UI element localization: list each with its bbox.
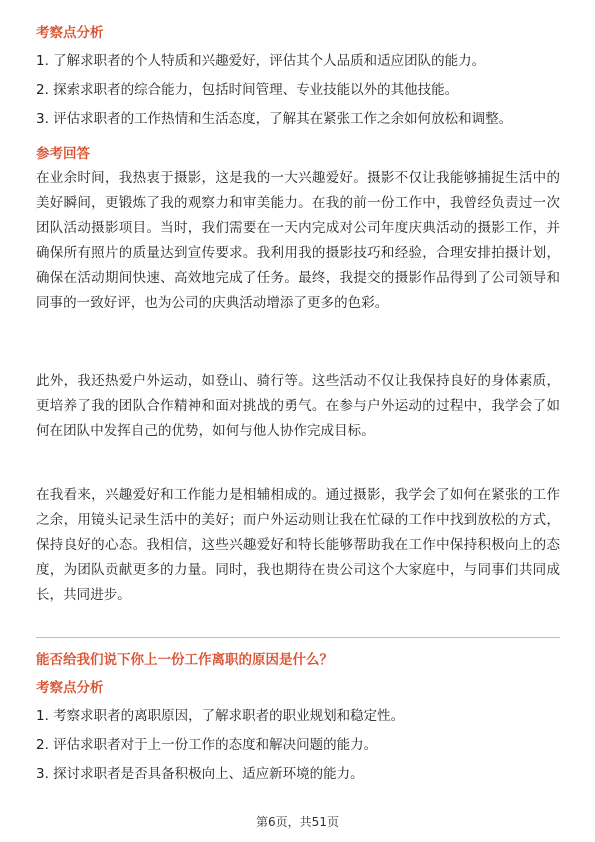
analysis-item-2: 2. 探索求职者的综合能力，包括时间管理、专业技能以外的其他技能。 [36, 82, 459, 98]
section-divider [36, 637, 560, 638]
answer-paragraph-1: 在业余时间，我热衷于摄影，这是我的一大兴趣爱好。摄影不仅让我能够捕捉生活中的美好瞬间，更锻炼了我的观察力和审美能力。在我的前一份工作中，我曾经负责过一次团队活动摄影项目。当时，我们需要在一天内完成对公司年度庆典活动的摄影工作，并确保所有照片的质量达到宣传要求。我利用我的摄影技巧和经验，合理安排拍摄计划，确保在活动期间快速、高效地完成了任务。最终，我提交的摄影作品得到了公司领导和同事的一致好评，也为公司的庆典活动增添了更多的色彩。 [36, 170, 560, 311]
analysis-heading-2: 考察点分析 [36, 680, 104, 696]
answer-paragraph-3: 在我看来，兴趣爱好和工作能力是相辅相成的。通过摄影，我学会了如何在紧张的工作之余，用镜头记录生活中的美好；而户外运动则让我在忙碌的工作中找到放松的方式，保持良好的心态。我相信，这些兴趣爱好和特长能够帮助我在工作中保持积极向上的态度，为团队贡献更多的力量。同时，我也期待在贵公司这个大家庭中，与同事们共同成长，共同进步。 [36, 487, 560, 603]
analysis-item-5: 2. 评估求职者对于上一份工作的态度和解决问题的能力。 [36, 737, 378, 753]
analysis-item-1: 1. 了解求职者的个人特质和兴趣爱好，评估其个人品质和适应团队的能力。 [36, 53, 486, 69]
analysis-item-6: 3. 探讨求职者是否具备积极向上、适应新环境的能力。 [36, 766, 364, 782]
page-number: 第6页，共51页 [256, 815, 339, 829]
answer-paragraph-2: 此外，我还热爱户外运动，如登山、骑行等。这些活动不仅让我保持良好的身体素质，更培养了我的团队合作精神和面对挑战的勇气。在参与户外运动的过程中，我学会了如何在团队中发挥自己的优势，如何与他人协作完成目标。 [36, 373, 560, 439]
analysis-heading-1: 考察点分析 [36, 25, 104, 41]
analysis-item-3: 3. 评估求职者的工作热情和生活态度，了解其在紧张工作之余如何放松和调整。 [36, 111, 513, 127]
reference-answer-heading: 参考回答 [36, 146, 90, 162]
interview-question: 能否给我们说下你上一份工作离职的原因是什么？ [36, 652, 333, 668]
analysis-item-4: 1. 考察求职者的离职原因，了解求职者的职业规划和稳定性。 [36, 708, 405, 724]
